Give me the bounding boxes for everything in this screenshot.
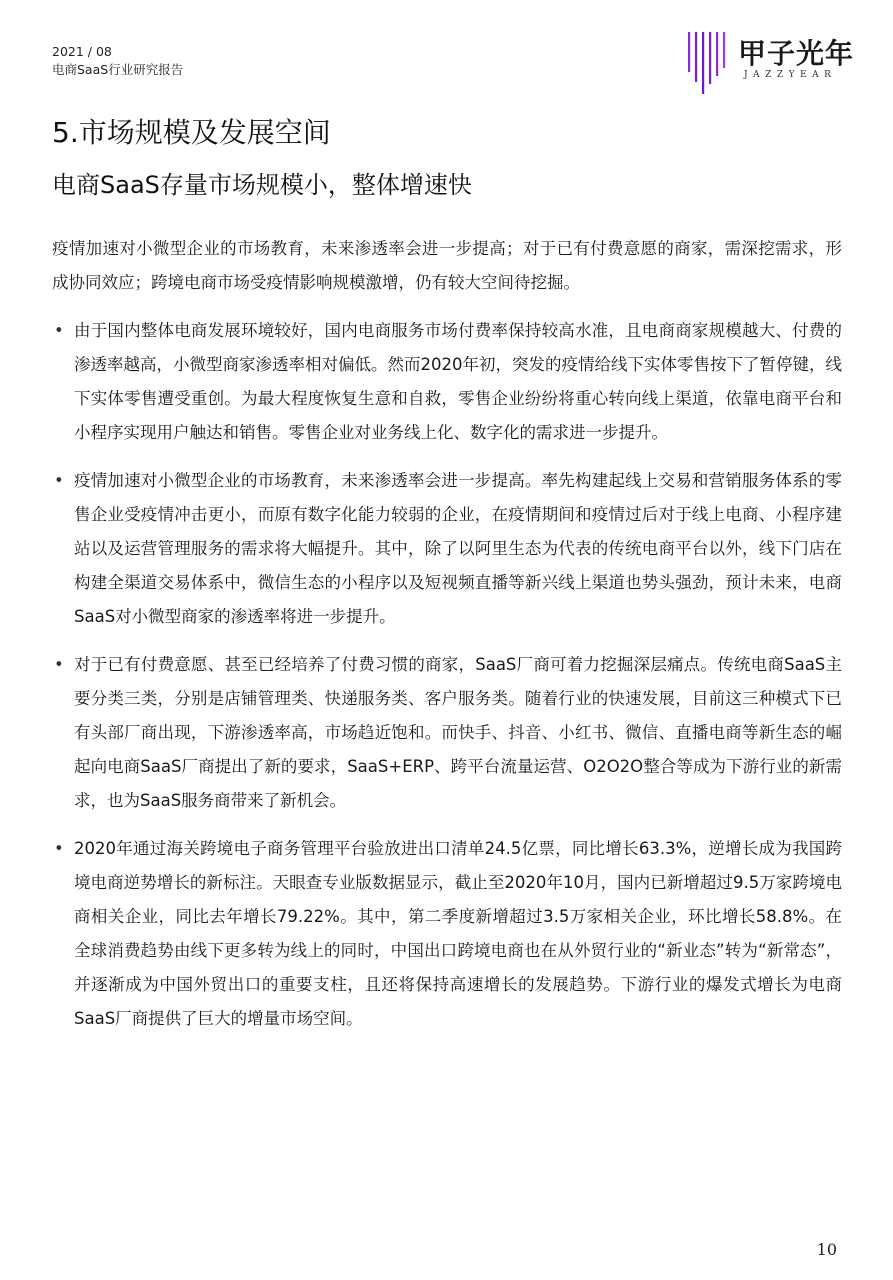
bullet-item (52, 832, 842, 1036)
main-content (52, 232, 842, 1050)
bullet-list (52, 314, 842, 1036)
section-title: 5.市场规模及发展空间 (52, 116, 331, 149)
report-date: 2021 / 08 (52, 44, 112, 59)
report-header (52, 43, 183, 79)
bullet-text: 疫情加速对小微型企业的市场教育，未来渗透率会进一步提高。率先构建起线上交易和营销服务体系的零售企业受疫情冲击更小，而原有数字化能力较弱的企业，在疫情期间和疫情过后对于线上电商、小程序建站以及运营管理服务的需求将大幅提升。其中，除了以阿里生态为代表的传统电商平台以外，线下门店在构建全渠道交易体系中，微信生态的小程序以及短视频直播等新兴线上渠道也势头强劲，预计未来，电商SaaS对小微型商家的渗透率将进一步提升。 (74, 471, 842, 626)
bullet-dot-icon: • (54, 839, 64, 858)
section-subtitle: 电商SaaS存量市场规模小，整体增速快 (52, 171, 472, 199)
intro-paragraph: 疫情加速对小微型企业的市场教育，未来渗透率会进一步提高；对于已有付费意愿的商家，需深挖需求，形成协同效应；跨境电商市场受疫情影响规模激增，仍有较大空间待挖掘。 (52, 239, 842, 292)
bullet-item (52, 464, 842, 634)
bullet-item (52, 314, 842, 450)
bullet-dot-icon: • (54, 655, 64, 674)
bullet-item (52, 648, 842, 818)
bullet-dot-icon: • (54, 321, 64, 340)
bullet-text: 由于国内整体电商发展环境较好，国内电商服务市场付费率保持较高水准，且电商商家规模越大、付费的渗透率越高，小微型商家渗透率相对偏低。然而2020年初，突发的疫情给线下实体零售按下了暂停键，线下实体零售遭受重创。为最大程度恢复生意和自救，零售企业纷纷将重心转向线上渠道，依靠电商平台和小程序实现用户触达和销售。零售企业对业务线上化、数字化的需求进一步提升。 (74, 321, 842, 442)
logo-name: 甲子光年 (738, 37, 855, 70)
logo-bars-icon (686, 28, 730, 94)
report-name: 电商SaaS行业研究报告 (52, 62, 184, 77)
bullet-text: 对于已有付费意愿、甚至已经培养了付费习惯的商家，SaaS厂商可着力挖掘深层痛点。传统电商SaaS主要分类三类，分别是店铺管理类、快递服务类、客户服务类。随着行业的快速发展，目前这三种模式下已有头部厂商出现，下游渗透率高，市场趋近饱和。而快手、抖音、小红书、微信、直播电商等新生态的崛起向电商SaaS厂商提出了新的要求，SaaS+ERP、跨平台流量运营、O2O2O整合等成为下游行业的新需求，也为SaaS服务商带来了新机会。 (74, 655, 842, 810)
page-number: 10 (816, 1240, 837, 1259)
logo-sub: JAZZYEAR (744, 70, 837, 80)
jazzyear-logo (686, 28, 856, 94)
bullet-dot-icon: • (54, 471, 64, 490)
bullet-text: 2020年通过海关跨境电子商务管理平台验放进出口清单24.5亿票，同比增长63.3%，逆增长成为我国跨境电商逆势增长的新标注。天眼查专业版数据显示，截止至2020年10月，国内已新增超过9.5万家跨境电商相关企业，同比去年增长79.22%。其中，第二季度新增超过3.5万家相关企业，环比增长58.8%。在全球消费趋势由线下更多转为线上的同时，中国出口跨境电商也在从外贸行业的“新业态”转为“新常态”，并逐渐成为中国外贸出口的重要支柱，且还将保持高速增长的发展趋势。下游行业的爆发式增长为电商SaaS厂商提供了巨大的增量市场空间。 (74, 839, 842, 1028)
